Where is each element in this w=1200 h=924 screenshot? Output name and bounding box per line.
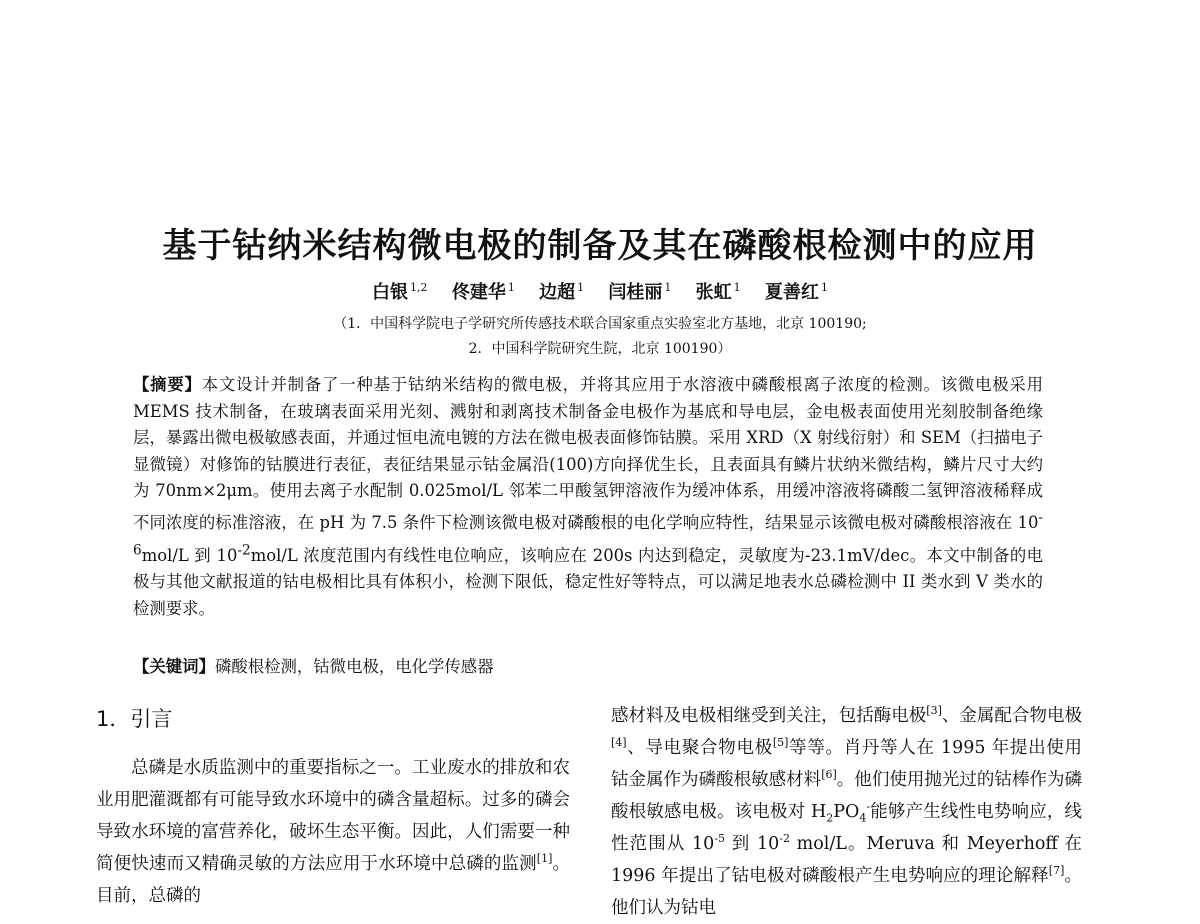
abstract bbox=[133, 372, 1043, 622]
abstract-text: 本文设计并制备了一种基于钴纳米结构的微电极，并将其应用于水溶液中磷酸根离子浓度的检测。该微电极采用 MEMS 技术制备，在玻璃表面采用光刻、溅射和剥离技术制备金电极作为基底和导电层，金电极表面使用光刻胶制备绝缘层，暴露出微电极敏感表面，并通过恒电流电镀的方法在微电极表面修饰钴膜。采用 XRD（X 射线衍射）和 SEM（扫描电子显微镜）对修饰的钴膜进行表征，表征结果显示钴金属沿(100)方向择优生长，且表面具有鳞片状纳米微结构，鳞片尺寸大约为 70nm×2μm。使用去离子水配制 0.025mol/L 邻苯二甲酸氢钾溶液作为缓冲体系，用缓冲溶液将磷酸二氢钾溶液稀释成不同浓度的标准溶液，在 pH 为 7.5 条件下检测该微电极对磷酸根的电化学响应特性，结果显示该微电极对磷酸根溶液在 $10^{-6}mol/L$ 到 $10^{-2}mol/L$ 浓度范围内有线性电位响应，该响应在 200s 内达到稳定，灵敏度为-23.1mV/dec。本文中制备的电极与其他文献报道的钴电极相比具有体积小，检测下限低，稳定性好等特点，可以满足地表水总磷检测中 II 类水到 V 类水的检测要求。 bbox=[133, 375, 1044, 618]
keywords-text: 磷酸根检测，钴微电极，电化学传感器 bbox=[214, 657, 494, 676]
section-heading-introduction: 1．引言 bbox=[96, 707, 173, 731]
author-affiliation-mark: 1 bbox=[820, 281, 828, 294]
author-affiliation-mark: 1 bbox=[507, 281, 515, 294]
author-name: 白银 bbox=[372, 282, 409, 303]
author-name: 佟建华 bbox=[451, 282, 506, 303]
author-list bbox=[0, 278, 1200, 304]
author bbox=[765, 278, 828, 304]
citation-ref: [6] bbox=[821, 768, 837, 782]
citation-ref: [7] bbox=[1048, 864, 1065, 878]
abstract-label: 【摘要】 bbox=[133, 375, 202, 394]
author bbox=[608, 278, 671, 304]
right-column-paragraph: 感材料及电极相继受到关注，包括酶电极[3]、金属配合物电极[4]、导电聚合物电极[5]等等。肖丹等人在 1995 年提出使用钴金属作为磷酸根敏感材料[6]。他们使用抛光过的钴棒作为磷酸根敏感电极。该电极对 $H_2PO_4^-$能够产生线性电势响应，线性范围从 $10^{-5}$ 到 $10^{-2}$ mol/L。Meruva 和 Meyerhoff 在 1996 年提出了钴电极对磷酸根产生电势响应的理论解释[7]。他们认为钴电 bbox=[611, 704, 1083, 918]
left-column-paragraph: 总磷是水质监测中的重要指标之一。工业废水的排放和农业用肥灌溉都有可能导致水环境中的磷含量超标。过多的磷会导致水环境的富营养化，破坏生态平衡。因此，人们需要一种简便快速而又精确灵敏的方法应用于水环境中总磷的监测[1]。目前，总磷的 bbox=[96, 758, 571, 906]
author-affiliation-mark: 1 bbox=[577, 281, 585, 294]
affiliation-2: 2．中国科学院研究生院，北京 100190） bbox=[468, 341, 732, 357]
author-name: 张虹 bbox=[695, 282, 732, 303]
author-name: 边超 bbox=[539, 282, 576, 303]
author-affiliation-mark: 1,2 bbox=[410, 281, 428, 294]
citation-ref: [4] bbox=[611, 736, 627, 750]
citation-ref: [5] bbox=[772, 736, 789, 750]
author bbox=[696, 278, 741, 304]
author bbox=[372, 278, 428, 304]
author-name: 夏善红 bbox=[764, 282, 819, 303]
paper-title: 基于钴纳米结构微电极的制备及其在磷酸根检测中的应用 bbox=[162, 226, 1038, 266]
citation-ref: [1] bbox=[536, 852, 553, 866]
author bbox=[539, 278, 584, 304]
author-affiliation-mark: 1 bbox=[664, 281, 672, 294]
author-name: 闫桂丽 bbox=[608, 282, 663, 303]
author-affiliation-mark: 1 bbox=[733, 281, 741, 294]
author bbox=[452, 278, 515, 304]
citation-ref: [3] bbox=[926, 704, 942, 718]
affiliation-1: （1．中国科学院电子学研究所传感技术联合国家重点实验室北方基地，北京 100190; bbox=[333, 316, 867, 332]
keywords bbox=[133, 653, 1043, 677]
keywords-label: 【关键词】 bbox=[133, 657, 215, 676]
